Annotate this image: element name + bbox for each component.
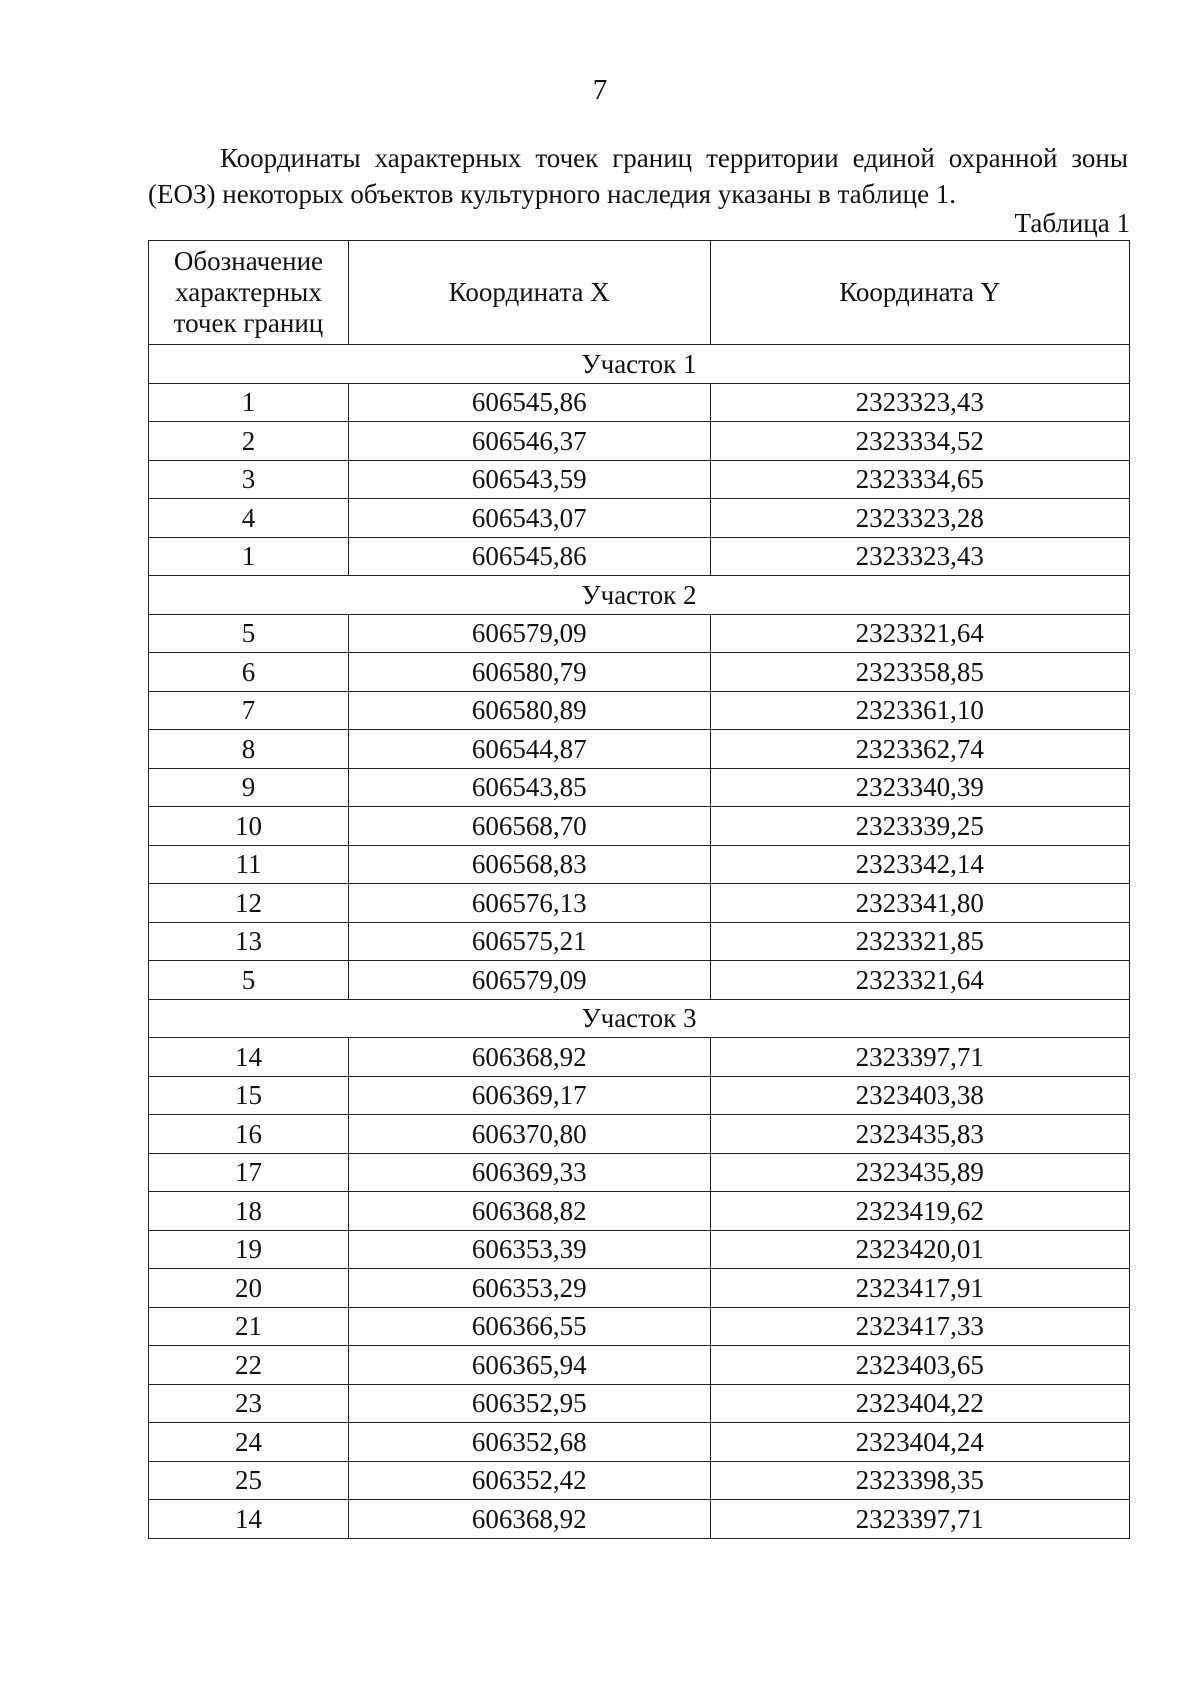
coord-y-cell: 2323397,71 xyxy=(710,1038,1130,1077)
table-row xyxy=(149,1230,1130,1269)
coord-x-cell: 606544,87 xyxy=(348,730,710,769)
coord-y-cell: 2323323,43 xyxy=(710,537,1130,576)
section-title: Участок 3 xyxy=(149,999,1130,1038)
coord-x-cell: 606545,86 xyxy=(348,383,710,422)
coord-x-cell: 606353,39 xyxy=(348,1230,710,1269)
coord-x-cell: 606568,83 xyxy=(348,845,710,884)
coord-y-cell: 2323420,01 xyxy=(710,1230,1130,1269)
coord-x-cell: 606580,79 xyxy=(348,653,710,692)
coord-x-cell: 606576,13 xyxy=(348,884,710,923)
point-number-cell: 9 xyxy=(149,768,349,807)
point-number-cell: 4 xyxy=(149,499,349,538)
header-coord-y: Координата Y xyxy=(710,241,1130,345)
point-number-cell: 18 xyxy=(149,1192,349,1231)
coord-y-cell: 2323403,38 xyxy=(710,1076,1130,1115)
point-number-cell: 15 xyxy=(149,1076,349,1115)
point-number-cell: 24 xyxy=(149,1423,349,1462)
point-number-cell: 14 xyxy=(149,1038,349,1077)
table-caption: Таблица 1 xyxy=(1014,208,1130,238)
point-number-cell: 5 xyxy=(149,614,349,653)
intro-text: Координаты характерных точек границ территории единой охранной зоны (ЕОЗ) некоторых объектов культурного наследия указаны в таблице 1. xyxy=(148,143,1128,209)
coord-x-cell: 606368,82 xyxy=(348,1192,710,1231)
point-number-cell: 22 xyxy=(149,1346,349,1385)
table-row xyxy=(149,460,1130,499)
table-row xyxy=(149,499,1130,538)
table-row xyxy=(149,1461,1130,1500)
table-header-row xyxy=(149,241,1130,345)
point-number-cell: 2 xyxy=(149,422,349,461)
coord-y-cell: 2323417,91 xyxy=(710,1269,1130,1308)
table-row xyxy=(149,884,1130,923)
coord-y-cell: 2323403,65 xyxy=(710,1346,1130,1385)
coord-y-cell: 2323419,62 xyxy=(710,1192,1130,1231)
coord-x-cell: 606579,09 xyxy=(348,961,710,1000)
section-title: Участок 2 xyxy=(149,576,1130,615)
section-row xyxy=(149,345,1130,384)
table-body xyxy=(149,345,1130,1539)
point-number-cell: 1 xyxy=(149,537,349,576)
point-number-cell: 17 xyxy=(149,1153,349,1192)
point-number-cell: 7 xyxy=(149,691,349,730)
point-number-cell: 1 xyxy=(149,383,349,422)
point-number-cell: 13 xyxy=(149,922,349,961)
coord-y-cell: 2323358,85 xyxy=(710,653,1130,692)
point-number-cell: 8 xyxy=(149,730,349,769)
point-number-cell: 19 xyxy=(149,1230,349,1269)
coord-x-cell: 606543,59 xyxy=(348,460,710,499)
coord-y-cell: 2323362,74 xyxy=(710,730,1130,769)
section-row xyxy=(149,576,1130,615)
page-number: 7 xyxy=(592,74,608,106)
table-row xyxy=(149,1115,1130,1154)
header-coord-x: Координата X xyxy=(348,241,710,345)
coord-x-cell: 606543,07 xyxy=(348,499,710,538)
coord-x-cell: 606352,95 xyxy=(348,1384,710,1423)
point-number-cell: 25 xyxy=(149,1461,349,1500)
coord-x-cell: 606546,37 xyxy=(348,422,710,461)
coord-y-cell: 2323397,71 xyxy=(710,1500,1130,1539)
coord-y-cell: 2323323,43 xyxy=(710,383,1130,422)
coord-x-cell: 606545,86 xyxy=(348,537,710,576)
point-number-cell: 12 xyxy=(149,884,349,923)
coord-y-cell: 2323334,65 xyxy=(710,460,1130,499)
table-row xyxy=(149,653,1130,692)
table-row xyxy=(149,1384,1130,1423)
point-number-cell: 6 xyxy=(149,653,349,692)
coord-x-cell: 606353,29 xyxy=(348,1269,710,1308)
table-row xyxy=(149,768,1130,807)
table-row xyxy=(149,614,1130,653)
coord-x-cell: 606352,42 xyxy=(348,1461,710,1500)
coord-x-cell: 606580,89 xyxy=(348,691,710,730)
table-row xyxy=(149,1500,1130,1539)
point-number-cell: 16 xyxy=(149,1115,349,1154)
coord-x-cell: 606368,92 xyxy=(348,1038,710,1077)
table-row xyxy=(149,422,1130,461)
coord-x-cell: 606366,55 xyxy=(348,1307,710,1346)
table-row xyxy=(149,1423,1130,1462)
coord-x-cell: 606579,09 xyxy=(348,614,710,653)
table-row xyxy=(149,383,1130,422)
table-row xyxy=(149,961,1130,1000)
table-row xyxy=(149,1076,1130,1115)
coord-y-cell: 2323342,14 xyxy=(710,845,1130,884)
point-number-cell: 20 xyxy=(149,1269,349,1308)
coord-y-cell: 2323334,52 xyxy=(710,422,1130,461)
point-number-cell: 5 xyxy=(149,961,349,1000)
table-row xyxy=(149,537,1130,576)
coord-x-cell: 606370,80 xyxy=(348,1115,710,1154)
header-point: Обозначение характерных точек границ xyxy=(149,241,349,345)
coord-y-cell: 2323341,80 xyxy=(710,884,1130,923)
coord-y-cell: 2323339,25 xyxy=(710,807,1130,846)
table-row xyxy=(149,807,1130,846)
coord-y-cell: 2323361,10 xyxy=(710,691,1130,730)
table-row xyxy=(149,845,1130,884)
coord-y-cell: 2323321,64 xyxy=(710,614,1130,653)
point-number-cell: 23 xyxy=(149,1384,349,1423)
table-row xyxy=(149,1307,1130,1346)
section-row xyxy=(149,999,1130,1038)
table-row xyxy=(149,730,1130,769)
table-row xyxy=(149,1269,1130,1308)
coordinates-table xyxy=(148,240,1130,1539)
coord-y-cell: 2323340,39 xyxy=(710,768,1130,807)
coord-y-cell: 2323435,83 xyxy=(710,1115,1130,1154)
coord-x-cell: 606368,92 xyxy=(348,1500,710,1539)
coord-y-cell: 2323321,64 xyxy=(710,961,1130,1000)
table-row xyxy=(149,1153,1130,1192)
point-number-cell: 10 xyxy=(149,807,349,846)
coord-y-cell: 2323321,85 xyxy=(710,922,1130,961)
coord-x-cell: 606575,21 xyxy=(348,922,710,961)
coord-y-cell: 2323398,35 xyxy=(710,1461,1130,1500)
coord-x-cell: 606369,17 xyxy=(348,1076,710,1115)
coord-y-cell: 2323404,24 xyxy=(710,1423,1130,1462)
coord-x-cell: 606365,94 xyxy=(348,1346,710,1385)
point-number-cell: 21 xyxy=(149,1307,349,1346)
table-row xyxy=(149,1192,1130,1231)
table-row xyxy=(149,691,1130,730)
table-row xyxy=(149,1346,1130,1385)
coord-x-cell: 606352,68 xyxy=(348,1423,710,1462)
point-number-cell: 11 xyxy=(149,845,349,884)
table-row xyxy=(149,1038,1130,1077)
coord-y-cell: 2323323,28 xyxy=(710,499,1130,538)
point-number-cell: 3 xyxy=(149,460,349,499)
coord-y-cell: 2323417,33 xyxy=(710,1307,1130,1346)
section-title: Участок 1 xyxy=(149,345,1130,384)
coord-x-cell: 606369,33 xyxy=(348,1153,710,1192)
coord-x-cell: 606568,70 xyxy=(348,807,710,846)
point-number-cell: 14 xyxy=(149,1500,349,1539)
intro-paragraph xyxy=(148,140,1128,212)
coord-y-cell: 2323404,22 xyxy=(710,1384,1130,1423)
coord-y-cell: 2323435,89 xyxy=(710,1153,1130,1192)
table-row xyxy=(149,922,1130,961)
coord-x-cell: 606543,85 xyxy=(348,768,710,807)
